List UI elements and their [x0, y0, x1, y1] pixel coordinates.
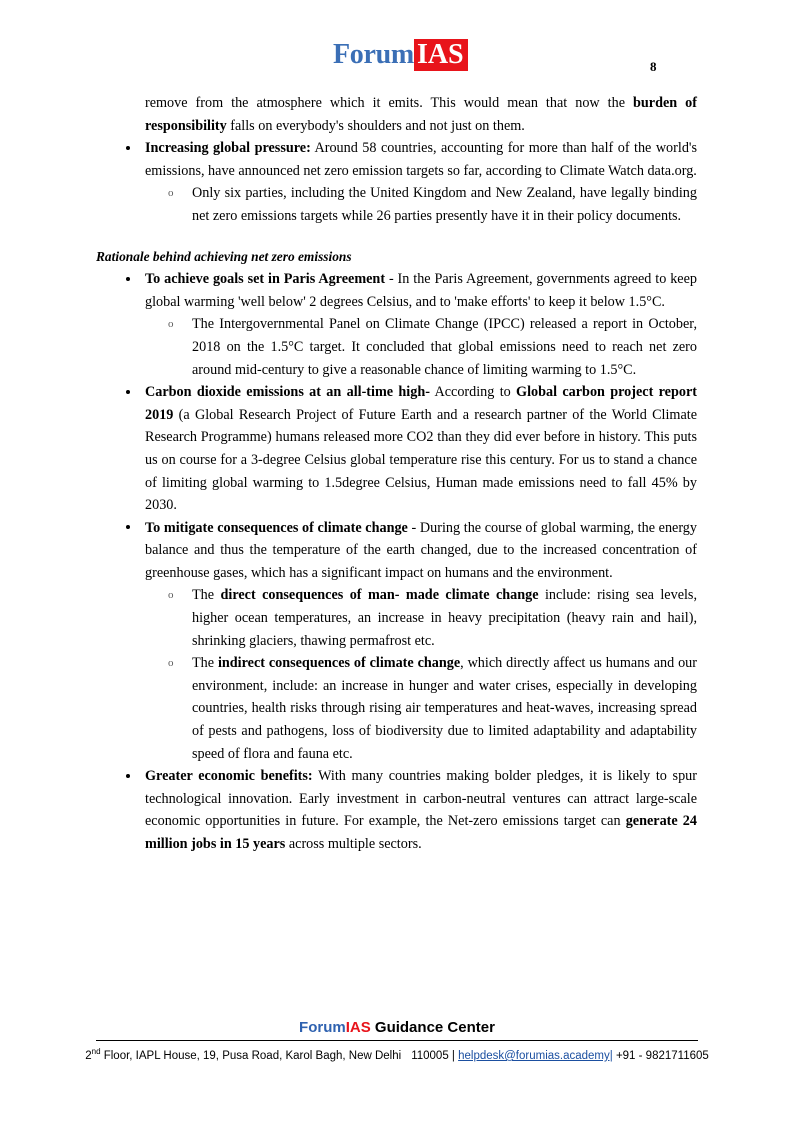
address-pincode: 110005 |	[411, 1049, 459, 1062]
address-main: Floor, IAPL House, 19, Pusa Road, Karol Bagh, New Delhi	[100, 1049, 402, 1062]
footer-logo-forum-text: Forum	[299, 1019, 346, 1036]
lead-pre-text: remove from the atmosphere which it emits. This would mean that now the	[145, 95, 634, 111]
bullet-list-level-1-e	[0, 765, 794, 855]
page-header	[0, 38, 794, 78]
bullet-list-level-2-c	[0, 584, 794, 765]
address-prefix: 2	[85, 1049, 92, 1062]
paris-label: To achieve goals set in Paris Agreement	[145, 271, 386, 288]
co2-mid-text: According to	[429, 384, 517, 401]
ipcc-text: The Intergovernmental Panel on Climate Change (IPCC) released a report in October, 2018 on the 1.5°C target. It concluded that global emissions need to reach net zero around mid-century to give a reasonable chance of limiting warming to 1.5°C.	[192, 316, 697, 378]
page-number: 8	[650, 59, 657, 74]
only-six-parties-text: Only six parties, including the United Kingdom and New Zealand, have legally binding net zero emissions targets while 26 parties presently have it in their policy documents.	[192, 185, 697, 224]
logo-forum-text: Forum	[333, 39, 414, 70]
co2-text: (a Global Research Project of Future Earth and a research partner of the World Climate Research Programme) humans released more CO2 than they did ever before in history. This puts us on course for a 3-degree Celsius global temperature rise this century. For us to stand a chance of limiting global warming to 1.5degree Celsius, Human made emissions need to fall 45% by 2030.	[145, 406, 697, 514]
economic-label: Greater economic benefits:	[145, 768, 313, 785]
bullet-list-level-2-b	[0, 313, 794, 381]
bullet-list-level-1-b	[0, 268, 794, 313]
footer-phone: +91 - 9821711605	[612, 1049, 709, 1062]
direct-label: direct consequences of man- made climate change	[220, 587, 539, 604]
mitigate-text: - During the course of global warming, the energy balance and thus the temperature of the earth changed, due to the increased concentration of greenhouse gases, which has a significant impact on humans and the environment.	[145, 519, 697, 581]
bullet-marker-icon	[126, 517, 138, 540]
direct-post-text: include: rising sea levels, higher ocean temperatures, an increase in heavy precipitation (heavy rain and hail), shrinking glaciers, thawing permafrost etc.	[192, 587, 697, 649]
bullet-list-level-1-d	[0, 517, 794, 585]
direct-pre-text: The	[192, 587, 221, 604]
indirect-pre-text: The	[192, 655, 218, 672]
co2-report-label: Global carbon project report 2019	[145, 384, 697, 423]
co2-label: Carbon dioxide emissions at an all-time high-	[145, 384, 430, 401]
sub-bullet-marker-icon: o	[168, 187, 174, 200]
forumias-logo	[333, 38, 468, 72]
logo-ias-text: IAS	[414, 39, 468, 71]
list-item-only-six-parties	[0, 182, 794, 227]
list-item-global-pressure	[0, 137, 794, 182]
list-item-indirect-consequences	[0, 652, 794, 765]
lead-bold-text: burden of responsibility	[145, 95, 697, 134]
sub-bullet-marker-icon: o	[168, 657, 174, 670]
list-item-mitigate	[0, 517, 794, 585]
footer-guidance-center-text: Guidance Center	[370, 1019, 495, 1036]
global-pressure-text: Around 58 countries, accounting for more than half of the world's emissions, have announced net zero emission targets so far, according to Climate Watch data.org.	[145, 140, 697, 179]
section-heading-rationale: Rationale behind achieving net zero emissions	[96, 248, 352, 264]
page-footer	[0, 1018, 794, 1065]
bullet-list-level-1-a	[0, 137, 794, 182]
paris-text: - In the Paris Agreement, governments agreed to keep global warming 'well below' 2 degrees Celsius, and to 'make efforts' to keep it below 1.5°C.	[145, 271, 697, 310]
lead-post-text: falls on everybody's shoulders and not just on them.	[226, 117, 525, 134]
list-item-direct-consequences	[0, 584, 794, 652]
lead-paragraph	[0, 92, 794, 137]
bullet-list-level-1-c	[0, 381, 794, 517]
economic-mid-text: With many countries making bolder pledges, it is likely to spur technological innovation. Early investment in carbon-neutral ventures can attract large-scale economic opportunities in future. For example, the Net-zero emissions target can	[145, 768, 697, 830]
economic-post-text: across multiple sectors.	[285, 836, 422, 852]
bullet-marker-icon	[126, 268, 138, 291]
mitigate-label: To mitigate consequences of climate change	[145, 519, 408, 536]
footer-address-line	[0, 1041, 794, 1065]
sub-bullet-marker-icon: o	[168, 318, 174, 331]
address-ordinal-suffix: nd	[91, 1047, 101, 1056]
list-item-ipcc	[0, 313, 794, 381]
bullet-marker-icon	[126, 137, 138, 160]
global-pressure-label: Increasing global pressure:	[145, 140, 311, 157]
footer-email-link[interactable]: helpdesk@forumias.academy|	[458, 1049, 613, 1062]
list-item-economic-benefits	[0, 765, 794, 855]
document-body	[0, 92, 794, 856]
section-spacer	[0, 228, 794, 246]
economic-jobs-label: generate 24 million jobs in 15 years	[145, 813, 697, 852]
footer-logo-ias-text: IAS	[345, 1019, 371, 1036]
bullet-marker-icon	[126, 381, 138, 404]
list-item-co2-high	[0, 381, 794, 517]
footer-brand-title	[0, 1018, 794, 1038]
bullet-marker-icon	[126, 765, 138, 788]
sub-bullet-marker-icon: o	[168, 589, 174, 602]
list-item-paris-agreement	[0, 268, 794, 313]
indirect-post-text: , which directly affect us humans and our environment, include: an increase in hunger and water crises, especially in developing countries, health risks through rising air temperatures and heat-waves, increasing spread of pests and pathogens, loss of biodiversity due to limited adaptability and adaptability speed of flora and fauna etc.	[192, 655, 697, 762]
bullet-list-level-2-a	[0, 182, 794, 227]
indirect-label: indirect consequences of climate change	[217, 655, 461, 672]
